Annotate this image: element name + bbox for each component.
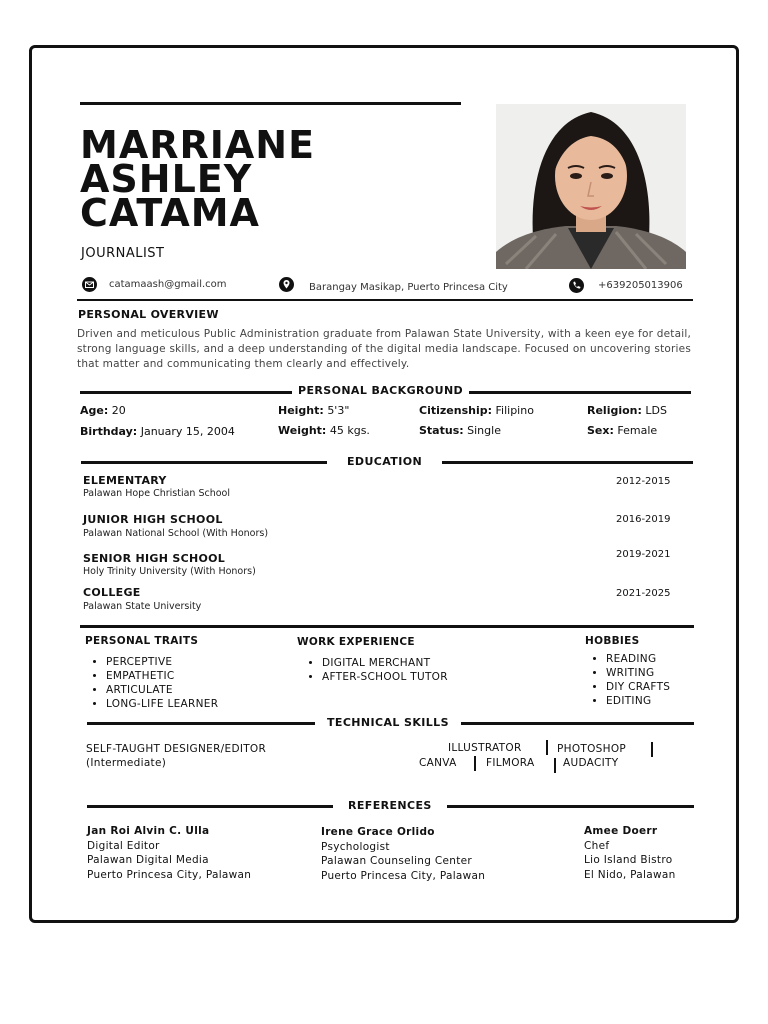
age-label: Age: <box>80 404 109 417</box>
status-label: Status: <box>419 424 464 437</box>
citizenship-value: Filipino <box>495 404 534 417</box>
trait-item: • PERCEPTIVE <box>106 655 218 669</box>
name-line-last: CATAMA <box>80 191 260 235</box>
work-heading: WORK EXPERIENCE <box>297 636 415 648</box>
skill-separator <box>474 756 476 771</box>
skills-summary: SELF-TAUGHT DESIGNER/EDITOR <box>86 743 267 755</box>
hobbies-heading: HOBBIES <box>585 635 640 647</box>
reference-2 <box>321 825 485 883</box>
citizenship-label: Citizenship: <box>419 404 492 417</box>
skills-heading: TECHNICAL SKILLS <box>315 716 461 729</box>
email-link[interactable]: catamaash@gmail.com <box>109 279 227 290</box>
hobby-item: • READING <box>606 652 670 666</box>
reference-position: Psychologist <box>321 840 390 853</box>
overview-heading: PERSONAL OVERVIEW <box>78 308 219 321</box>
religion-value: LDS <box>645 404 667 417</box>
religion-label: Religion: <box>587 404 642 417</box>
sex-label: Sex: <box>587 424 614 437</box>
religion-field <box>587 404 667 417</box>
education-school-college: Palawan State University <box>83 601 202 612</box>
reference-location: El Nido, Palawan <box>584 868 676 881</box>
height-field <box>278 404 349 417</box>
email-icon <box>82 277 97 292</box>
education-years-senior-high: 2019-2021 <box>616 549 671 560</box>
work-list <box>302 656 448 684</box>
profile-photo <box>496 104 686 269</box>
reference-1 <box>87 824 251 882</box>
education-years-junior-high: 2016-2019 <box>616 514 671 525</box>
background-heading: PERSONAL BACKGROUND <box>292 384 469 397</box>
reference-location: Puerto Princesa City, Palawan <box>321 869 486 882</box>
hobbies-list <box>586 652 670 708</box>
skills-level: (Intermediate) <box>86 757 167 769</box>
header-top-rule <box>80 102 461 105</box>
trait-item: • ARTICULATE <box>106 683 218 697</box>
skill-canva: CANVA <box>419 757 457 769</box>
full-name <box>80 123 316 235</box>
trait-item: • LONG-LIFE LEARNER <box>106 697 218 711</box>
profile-photo-illustration <box>496 104 686 269</box>
sex-value: Female <box>617 424 658 437</box>
name-line-middle: ASHLEY <box>80 157 253 201</box>
address-text: Barangay Masikap, Puerto Princesa City <box>309 282 508 293</box>
work-item: • DIGITAL MERCHANT <box>322 656 448 670</box>
reference-position: Digital Editor <box>87 839 160 852</box>
reference-name: Jan Roi Alvin C. Ulla <box>87 825 210 837</box>
sex-field <box>587 424 657 437</box>
reference-3 <box>584 824 676 882</box>
skill-illustrator: ILLUSTRATOR <box>448 742 522 754</box>
reference-company: Palawan Counseling Center <box>321 855 472 867</box>
skill-separator <box>651 742 653 757</box>
skill-separator <box>554 758 556 773</box>
education-school-senior-high: Holy Trinity University (With Honors) <box>83 566 256 577</box>
age-value: 20 <box>111 404 126 417</box>
status-value: Single <box>467 424 501 437</box>
references-heading: REFERENCES <box>333 799 447 812</box>
reference-company: Lio Island Bistro <box>584 854 673 866</box>
education-level-senior-high: SENIOR HIGH SCHOOL <box>83 552 226 565</box>
education-school-junior-high: Palawan National School (With Honors) <box>83 528 269 539</box>
education-years-college: 2021-2025 <box>616 588 671 599</box>
height-label: Height: <box>278 404 324 417</box>
work-item: • AFTER-SCHOOL TUTOR <box>322 670 448 684</box>
weight-value: 45 kgs. <box>329 424 370 437</box>
contact-divider <box>77 299 693 301</box>
status-field <box>419 424 501 437</box>
skill-audacity: AUDACITY <box>563 757 619 769</box>
reference-location: Puerto Princesa City, Palawan <box>87 868 252 881</box>
citizenship-field <box>419 404 534 417</box>
education-bottom-divider <box>80 625 694 628</box>
skill-filmora: FILMORA <box>486 757 535 769</box>
location-pin-icon <box>279 277 294 292</box>
education-heading: EDUCATION <box>327 455 442 468</box>
education-school-elementary: Palawan Hope Christian School <box>83 488 230 499</box>
birthday-label: Birthday: <box>80 425 138 438</box>
education-years-elementary: 2012-2015 <box>616 476 671 487</box>
skill-photoshop: PHOTOSHOP <box>557 743 627 755</box>
age-field <box>80 404 126 417</box>
reference-name: Irene Grace Orlido <box>321 826 435 838</box>
name-line-first: MARRIANE <box>80 123 316 167</box>
weight-label: Weight: <box>278 424 327 437</box>
phone-text: +639205013906 <box>598 280 683 291</box>
hobby-item: • DIY CRAFTS <box>606 680 670 694</box>
overview-text: Driven and meticulous Public Administration graduate from Palawan State University, with a keen eye for detail, strong language skills, and a deep understanding of the digital media landscape. Focused on uncovering stories that matter and communicating them clearly and effectively. <box>77 328 691 370</box>
birthday-value: January 15, 2004 <box>140 425 235 438</box>
height-value: 5'3" <box>327 404 350 417</box>
reference-name: Amee Doerr <box>584 825 658 837</box>
hobby-item: • EDITING <box>606 694 670 708</box>
birthday-field <box>80 425 235 438</box>
trait-item: • EMPATHETIC <box>106 669 218 683</box>
weight-field <box>278 424 370 437</box>
traits-list <box>86 655 218 711</box>
reference-company: Palawan Digital Media <box>87 854 209 866</box>
phone-icon <box>569 278 584 293</box>
education-level-junior-high: JUNIOR HIGH SCHOOL <box>83 513 223 526</box>
traits-heading: PERSONAL TRAITS <box>85 635 199 647</box>
education-level-elementary: ELEMENTARY <box>83 474 167 487</box>
education-level-college: COLLEGE <box>83 586 141 599</box>
job-title: JOURNALIST <box>81 246 165 261</box>
skill-separator <box>546 740 548 755</box>
reference-position: Chef <box>584 839 610 852</box>
hobby-item: • WRITING <box>606 666 670 680</box>
